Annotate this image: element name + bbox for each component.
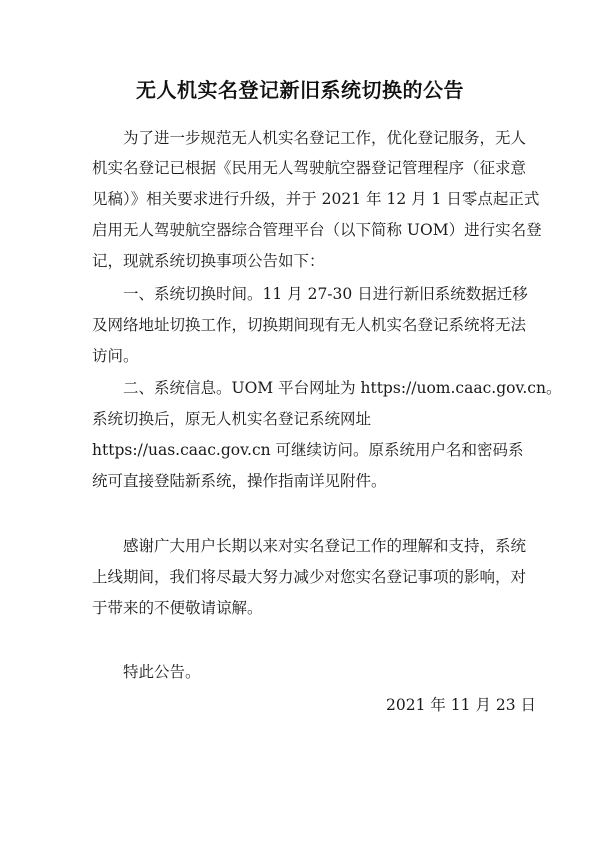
paragraph-line: 记，现就系统切换事项公告如下： — [92, 252, 325, 270]
paragraph-line: 感谢广大用户长期以来对实名登记工作的理解和支持，系统 — [92, 537, 527, 555]
paragraph-line: 机实名登记已根据《民用无人驾驶航空器登记管理程序（征求意 — [92, 159, 527, 177]
paragraph-line: 于带来的不便敬请谅解。 — [92, 599, 263, 617]
paragraph-line: 访问。 — [92, 347, 139, 365]
paragraph-line: https://uas.caac.gov.cn 可继续访问。原系统用户名和密码系 — [92, 441, 524, 459]
paragraph-line: 及网络地址切换工作，切换期间现有无人机实名登记系统将无法 — [92, 316, 527, 334]
paragraph-line: 二、系统信息。UOM 平台网址为 https://uom.caac.gov.cn。 — [92, 379, 562, 397]
paragraph-line: 为了进一步规范无人机实名登记工作，优化登记服务，无人 — [92, 129, 527, 147]
paragraph-line: 见稿）》相关要求进行升级，并于 2021 年 12 月 1 日零点起正式 — [92, 190, 540, 208]
document-title: 无人机实名登记新旧系统切换的公告 — [136, 78, 464, 102]
paragraph-line: 启用无人驾驶航空器综合管理平台（以下简称 UOM）进行实名登 — [92, 221, 542, 239]
paragraph-line: 系统切换后，原无人机实名登记系统网址 — [92, 410, 372, 428]
paragraph-line: 一、系统切换时间。11 月 27-30 日进行新旧系统数据迁移 — [92, 285, 528, 303]
closing-statement: 特此公告。 — [92, 663, 201, 681]
issue-date: 2021 年 11 月 23 日 — [386, 696, 537, 714]
paragraph-line: 上线期间，我们将尽最大努力减少对您实名登记事项的影响，对 — [92, 568, 527, 586]
paragraph-line: 统可直接登陆新系统，操作指南详见附件。 — [92, 472, 387, 490]
